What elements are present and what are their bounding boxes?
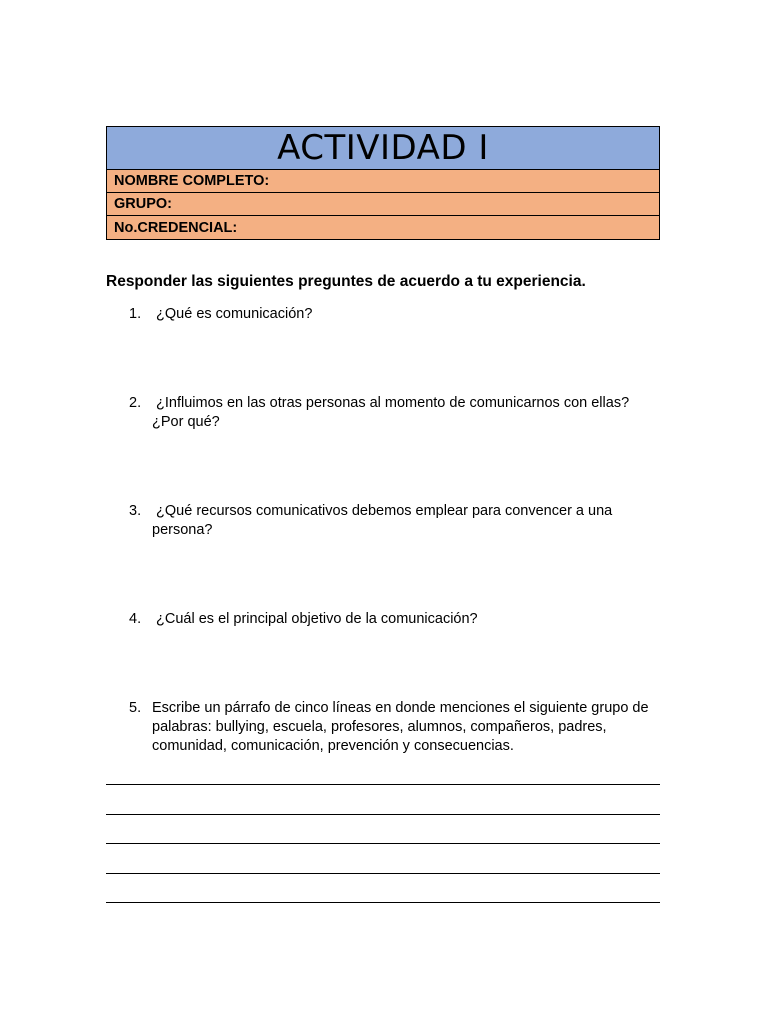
page-title: ACTIVIDAD I — [277, 128, 489, 168]
instructions: Responder las siguientes preguntes de acuerdo a tu experiencia. — [106, 273, 586, 290]
answer-line-4[interactable] — [106, 873, 660, 874]
title-row — [107, 127, 659, 170]
answer-line-3[interactable] — [106, 843, 660, 844]
question-text: ¿Cuál es el principal objetivo de la comunicación? — [152, 611, 478, 627]
question-number: 5. — [129, 700, 142, 716]
question-text: ¿Influimos en las otras personas al momento de comunicarnos con ellas? ¿Por qué? — [152, 395, 634, 430]
question-text: ¿Qué recursos comunicativos debemos emplear para convencer a una persona? — [152, 503, 617, 538]
header-table — [106, 126, 660, 240]
question-number: 1. — [129, 306, 142, 322]
question-number: 3. — [129, 503, 142, 519]
field-credencial: No.CREDENCIAL: — [107, 216, 659, 239]
question-number: 4. — [129, 611, 142, 627]
answer-line-1[interactable] — [106, 784, 660, 785]
answer-line-2[interactable] — [106, 814, 660, 815]
question-number: 2. — [129, 395, 142, 411]
question-text: ¿Qué es comunicación? — [152, 306, 313, 322]
answer-line-5[interactable] — [106, 902, 660, 903]
field-nombre-completo: NOMBRE COMPLETO: — [107, 170, 659, 193]
field-grupo: GRUPO: — [107, 193, 659, 216]
question-text: Escribe un párrafo de cinco líneas en donde menciones el siguiente grupo de palabras: bullying, escuela, profesores, alumnos, compañeros, padres, comunidad, comunicación, prevención y consecuencias. — [152, 700, 653, 754]
